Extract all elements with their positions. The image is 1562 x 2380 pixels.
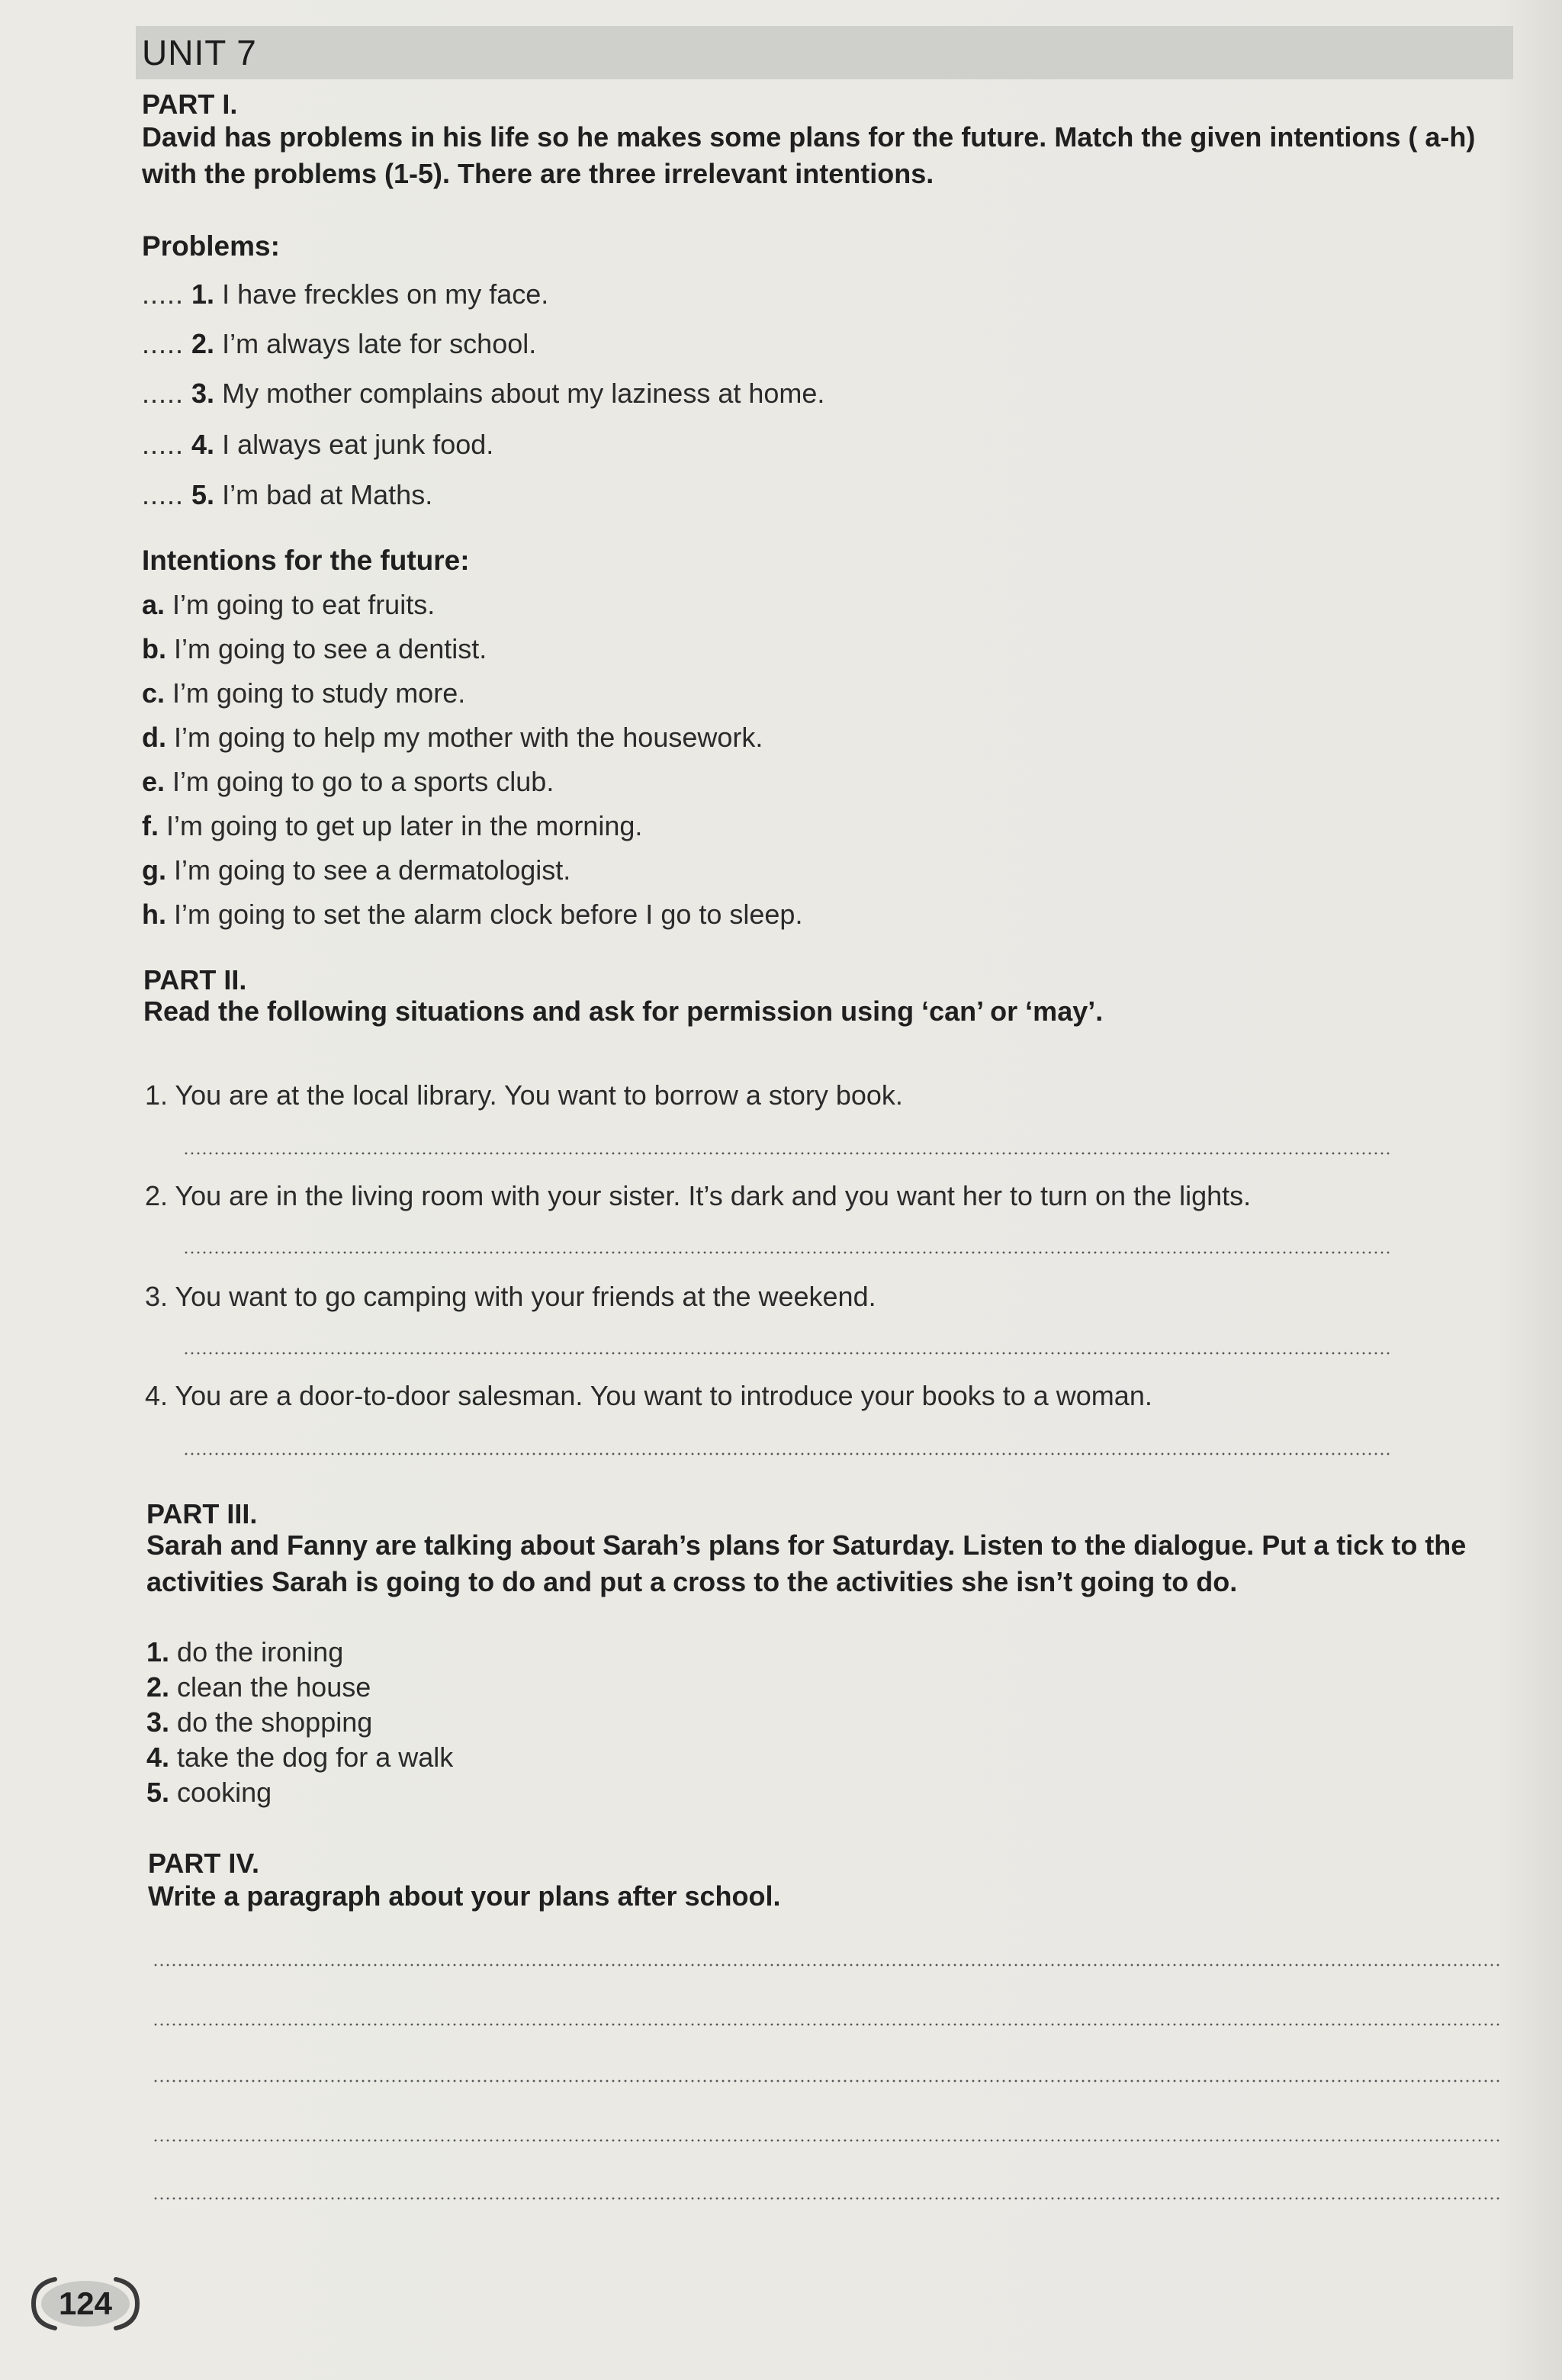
part4-title: PART IV. — [148, 1848, 260, 1879]
part2-title: PART II. — [143, 964, 247, 995]
activity-item: 5. cooking — [146, 1777, 272, 1808]
part3-title: PART III. — [146, 1498, 258, 1529]
unit-title: UNIT 7 — [142, 33, 257, 72]
part2-instruction: Read the following situations and ask for permission using ‘can’ or ‘may’. — [143, 995, 1104, 1027]
answer-blank[interactable]: ..... — [142, 278, 185, 310]
page-number: 124 — [58, 2285, 113, 2321]
answer-blank[interactable]: ..... — [142, 378, 185, 409]
intentions-heading: Intentions for the future: — [142, 545, 470, 576]
intention-item: g. I’m going to see a dermatologist. — [142, 854, 571, 886]
activity-item: 3. do the shopping — [146, 1706, 373, 1738]
paragraph-line[interactable] — [153, 2197, 1499, 2200]
answer-blank[interactable]: ..... — [142, 479, 185, 510]
answer-line[interactable] — [183, 1152, 1390, 1155]
situation-item: 4. You are a door-to-door salesman. You want to introduce your books to a woman. — [145, 1380, 1152, 1411]
answer-line[interactable] — [183, 1452, 1390, 1455]
problems-heading: Problems: — [142, 230, 280, 262]
part1-instruction: David has problems in his life so he makes some plans for the future. Match the given intentions ( a-h) with the problems (1-5). There are three irrelevant intentions. — [142, 121, 1476, 189]
paragraph-line[interactable] — [153, 2079, 1499, 2082]
problem-item: ..... 4. I always eat junk food. — [142, 429, 494, 460]
activity-item: 2. clean the house — [146, 1671, 371, 1703]
paragraph-line[interactable] — [153, 1963, 1499, 1967]
problem-item: ..... 1. I have freckles on my face. — [142, 278, 549, 310]
problem-item: ..... 2. I’m always late for school. — [142, 328, 537, 359]
part1-title: PART I. — [142, 88, 238, 120]
intention-item: b. I’m going to see a dentist. — [142, 633, 487, 664]
answer-line[interactable] — [183, 1251, 1390, 1254]
answer-line[interactable] — [183, 1352, 1390, 1355]
situation-item: 3. You want to go camping with your friends at the weekend. — [145, 1281, 876, 1312]
intention-item: f. I’m going to get up later in the morning. — [142, 810, 643, 841]
intention-item: d. I’m going to help my mother with the housework. — [142, 722, 763, 753]
intention-item: h. I’m going to set the alarm clock before I go to sleep. — [142, 899, 803, 930]
problem-item: ..... 3. My mother complains about my laziness at home. — [142, 378, 825, 409]
part4-instruction: Write a paragraph about your plans after school. — [148, 1880, 781, 1912]
activity-item: 4. take the dog for a walk — [146, 1742, 454, 1773]
paragraph-line[interactable] — [153, 2139, 1499, 2142]
answer-blank[interactable]: ..... — [142, 429, 185, 460]
intention-item: a. I’m going to eat fruits. — [142, 589, 435, 620]
situation-item: 1. You are at the local library. You want to borrow a story book. — [145, 1079, 903, 1111]
activity-item: 1. do the ironing — [146, 1636, 344, 1668]
unit-header-bar — [136, 26, 1513, 79]
problem-item: ..... 5. I’m bad at Maths. — [142, 479, 433, 510]
intention-item: c. I’m going to study more. — [142, 677, 466, 709]
intention-item: e. I’m going to go to a sports club. — [142, 766, 554, 797]
part3-instruction: Sarah and Fanny are talking about Sarah’s plans for Saturday. Listen to the dialogue. Put a tick to the activities Sarah is going to do and put a cross to the activities she isn’t going to do. — [146, 1529, 1467, 1597]
answer-blank[interactable]: ..... — [142, 328, 185, 359]
paragraph-line[interactable] — [153, 2023, 1499, 2026]
situation-item: 2. You are in the living room with your sister. It’s dark and you want her to turn on the lights. — [145, 1180, 1252, 1211]
